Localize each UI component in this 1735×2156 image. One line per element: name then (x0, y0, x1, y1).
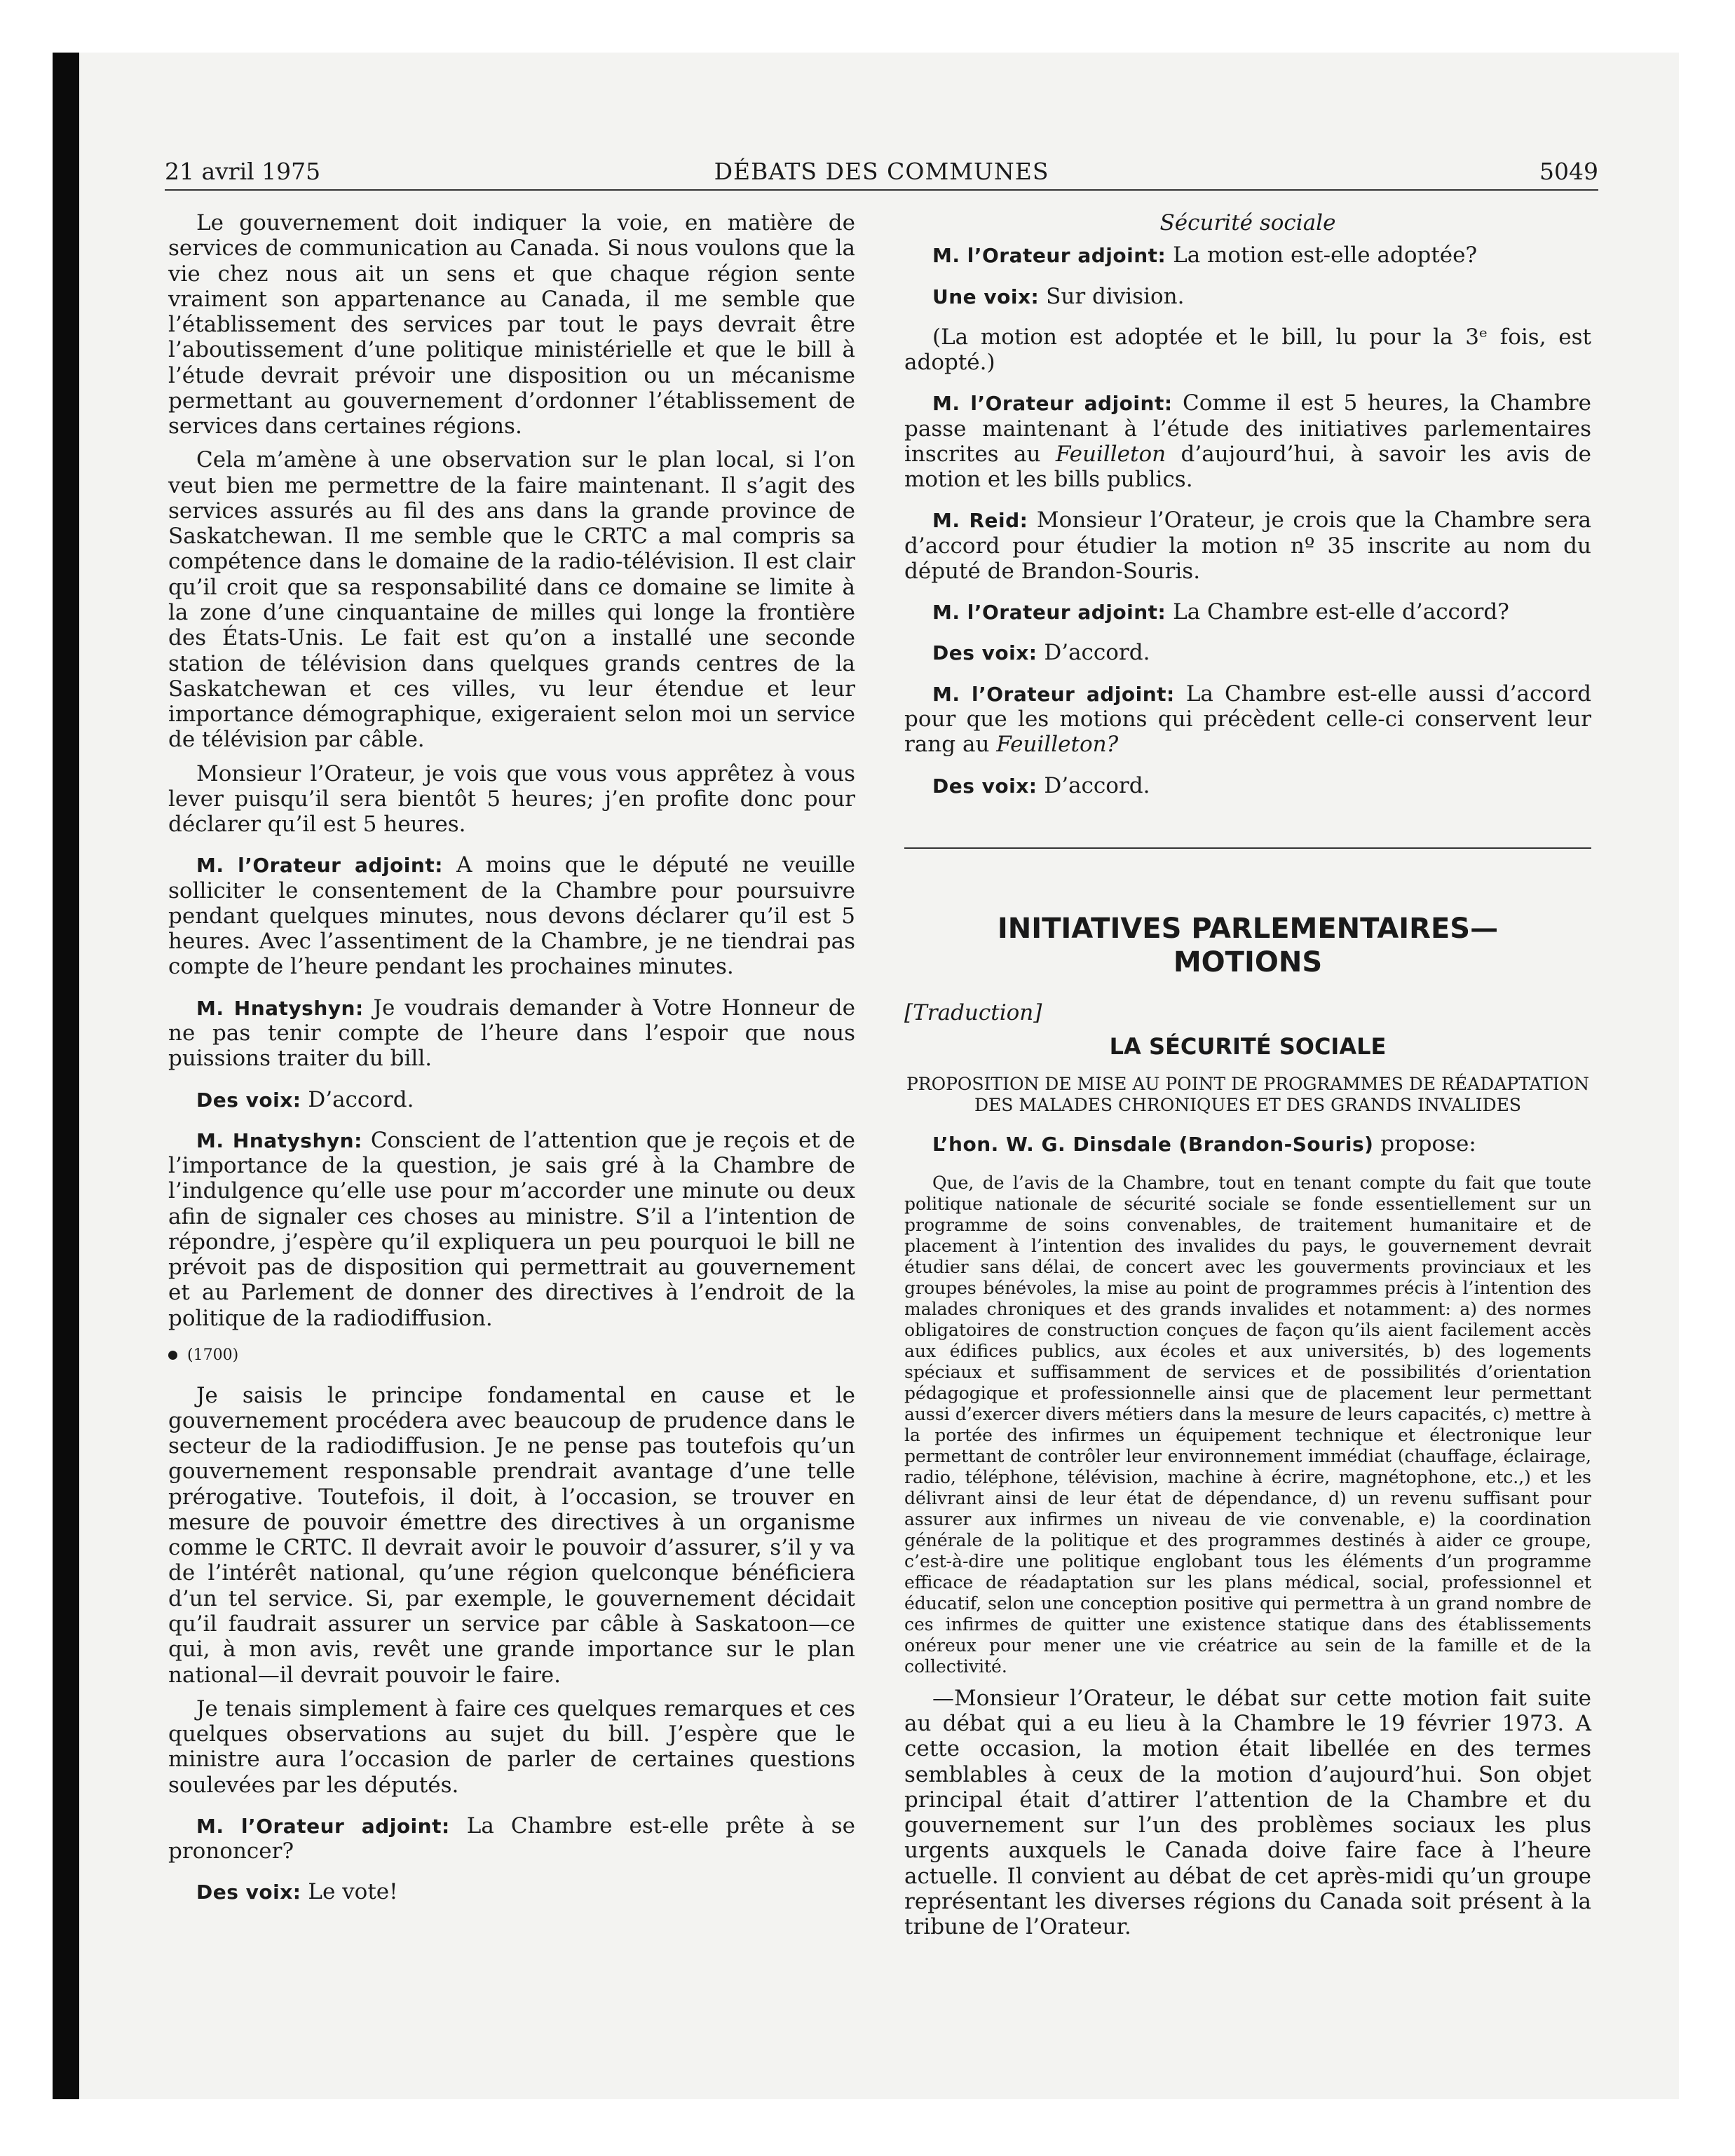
speaker-name: Des voix: (196, 1881, 301, 1904)
speech (168, 1128, 855, 1331)
speech (904, 390, 1591, 492)
speech (168, 1813, 855, 1864)
speech (168, 995, 855, 1072)
speech (904, 243, 1591, 268)
time-marker (168, 1346, 855, 1365)
paragraph: Le gouvernement doit indiquer la voie, en matière de services de communication au Canada. Si nous voulons que la vie chez nous ait un sens et que chaque région sente vraiment son appartenance au Canada, il me semble que l’établissement des services par tout le pays devrait être l’aboutissement d’une politique ministérielle et que le bill à l’étude devrait prévoir une disposition ou un mécanisme permettant au gouvernement d’ordonner l’établissement de services dans certaines régions. (168, 210, 855, 439)
speaker-name: Une voix: (932, 285, 1040, 308)
section-title-line: INITIATIVES PARLEMENTAIRES— (997, 912, 1499, 945)
speech-text: La Chambre est-elle prête à se prononcer? (168, 1813, 855, 1864)
speech-text: La Chambre est-elle aussi d’accord pour que les motions qui précèdent celle-ci conservent leur rang au (904, 681, 1591, 758)
speaker-name: M. l’Orateur adjoint: (932, 601, 1166, 625)
page-number: 5049 (1539, 158, 1598, 185)
speech (904, 681, 1591, 758)
section-divider (904, 847, 1591, 849)
speech-text: La Chambre est-elle d’accord? (1173, 599, 1509, 625)
speech (168, 1087, 855, 1112)
right-column (904, 210, 1591, 1948)
speech (904, 507, 1591, 584)
speaker-name: M. l’Orateur adjoint: (932, 392, 1173, 416)
speech-text: propose: (1380, 1131, 1476, 1157)
motion-text: Que, de l’avis de la Chambre, tout en tenant compte du fait que toute politique nationale de sécurité sociale se fonde essentiellement sur un programme de soins convenables, de traitement humanitaire et de placement à l’intention des invalides du pays, le gouvernement devrait étudier sans délai, de concert avec les gouverments provinciaux et les groupes bénévoles, la mise au point de programmes précis à l’intention des malades chroniques et des grands invalides et notamment: a) des normes obligatoires de construction conçues de façon qu’ils aient facilement accès aux édifices publics, aux écoles et aux universités, b) des logements spéciaux et suffisamment de services et de possibilités d’orientation pédagogique et professionnelle ainsi que de placement leur permettant aussi d’exercer divers métiers dans la mesure de leurs capacités, c) mettre à la portée des infirmes un équipement technique et électronique leur permettant de contrôler leur environnement immédiat (chauffage, éclairage, radio, téléphone, télévision, machine à écrire, magnétophone, etc.,) et les délivrant ainsi de leur état de dépendance, d) un revenu suffisant pour assurer aux infirmes un niveau de vie convenable, e) la coordination générale de la politique et des programmes destinés à aider ce groupe, c’est-à-dire une politique englobant tous les éléments d’un programme efficace de réadaptation sur les plans médical, social, professionnel et éducatif, selon une conception positive qui permettra à un grand nombre de ces infirmes de quitter une existence statique dans des établissements onéreux pour mener une vie créatrice au sein de la famille et de la collectivité. (904, 1172, 1591, 1677)
speech-text: D’accord. (308, 1086, 414, 1112)
italic-text: Feuilleton? (996, 732, 1119, 758)
speech (904, 640, 1591, 665)
speech (904, 284, 1591, 309)
speech-text: A moins que le député ne veuille solliciter le consentement de la Chambre pour poursuivre pendant quelques minutes, nous devons déclarer qu’il est 5 heures. Avec l’assentiment de la Chambre, je ne tiendrai pas compte de l’heure pendant les prochaines minutes. (168, 852, 855, 980)
speech-text: Comme il est 5 heures, la Chambre passe maintenant à l’étude des initiatives parlementaires inscrites au (904, 390, 1591, 467)
speaker-name: M. Hnatyshyn: (196, 1128, 362, 1152)
page-header (165, 158, 1598, 191)
speaker-name: Des voix: (196, 1088, 301, 1112)
header-date: 21 avril 1975 (165, 158, 321, 185)
speech (904, 773, 1591, 798)
left-column (168, 210, 855, 1920)
paragraph: Je tenais simplement à faire ces quelques remarques et ces quelques observations au sujet du bill. J’espère que le ministre aura l’occasion de parler de certaines questions soulevées par les députés. (168, 1696, 855, 1798)
speaker-name: M. Hnatyshyn: (196, 996, 364, 1020)
translation-note: [Traduction] (904, 999, 1042, 1025)
paragraph: Cela m’amène à une observation sur le plan local, si l’on veut bien me permettre de la faire maintenant. Il s’agit des services assurés au fil des ans dans la grande province de Saskatchewan. Il me semble que le CRTC a mal compris sa compétence dans le domaine de la radio-télévision. Il est clair qu’il croit que sa responsabilité dans ce domaine se limite à la zone d’une cinquantaine de milles qui longe la frontière des États-Unis. Le fait est qu’on a installé une seconde station de télévision dans quelques grands centres de la Saskatchewan et ces villes, vu leur étendue et leur importance démographique, exigeraient selon moi un service de télévision par câble. (168, 447, 855, 753)
speaker-name: M. l’Orateur adjoint: (932, 244, 1166, 268)
speaker-name: Des voix: (932, 774, 1037, 798)
speaker-name: L’hon. W. G. Dinsdale (Brandon-Souris) (932, 1133, 1374, 1157)
section-title-line: MOTIONS (1173, 946, 1323, 978)
paragraph: Je saisis le principe fondamental en cause et le gouvernement procédera avec beaucoup de prudence dans le secteur de la radiodiffusion. Je ne pense pas toutefois qu’un gouvernement responsable prendrait avantage d’une telle prérogative. Toutefois, il doit, à l’occasion, se trouver en mesure de pouvoir émettre des directives à un organisme comme le CRTC. Il devrait avoir le pouvoir d’assurer, s’il y va de l’intérêt national, qu’une région quelconque bénéficiera d’un tel service. Si, par exemple, le gouvernement décidait qu’il faudrait assurer un service par câble à Saskatoon—ce qui, à mon avis, revêt une grande importance sur le plan national—il devrait pouvoir le faire. (168, 1382, 855, 1688)
procedural-note: (La motion est adoptée et le bill, lu pour la 3ᵉ fois, est adopté.) (904, 324, 1591, 376)
header-title: DÉBATS DES COMMUNES (714, 158, 1049, 185)
italic-text: Feuilleton (1055, 441, 1166, 467)
bullet-icon (168, 1351, 177, 1360)
time-marker-label: (1700) (187, 1346, 239, 1364)
speaker-name: M. l’Orateur adjoint: (932, 682, 1175, 706)
speech-text: Sur division. (1046, 283, 1185, 309)
speaker-name: Des voix: (932, 641, 1037, 665)
motion-heading: PROPOSITION DE MISE AU POINT DE PROGRAMMES DE RÉADAPTATION DES MALADES CHRONIQUES ET DES GRANDS INVALIDES (906, 1074, 1590, 1116)
section-label: Sécurité sociale (1159, 210, 1336, 236)
speech (168, 1879, 855, 1904)
scan-edge-bar (53, 53, 79, 2099)
speech-text: Conscient de l’attention que je reçois et de l’importance de la question, je sais gré à la Chambre de l’indulgence qu’elle use pour m’accorder une minute ou deux afin de signaler ces choses au ministre. S’il a l’intention de répondre, j’espère qu’il expliquera un peu pourquoi le bill ne prévoit pas de disposition qui permettrait au gouvernement et au Parlement de donner des directives à l’endroit de la politique de la radiodiffusion. (168, 1127, 855, 1331)
speech-text: D’accord. (1044, 640, 1150, 666)
speech-text: Je voudrais demander à Votre Honneur de ne pas tenir compte de l’heure dans l’espoir que nous puissions traiter du bill. (168, 995, 855, 1072)
speech (904, 599, 1591, 625)
header-rule (165, 189, 1598, 191)
speech-text: Le vote! (308, 1879, 398, 1905)
subheading: LA SÉCURITÉ SOCIALE (1109, 1033, 1387, 1060)
section-title (904, 912, 1591, 979)
speech (168, 852, 855, 979)
speaker-name: M. l’Orateur adjoint: (196, 854, 443, 878)
speaker-name: M. l’Orateur adjoint: (196, 1814, 450, 1838)
speech (904, 1131, 1591, 1157)
speech-text: Monsieur l’Orateur, je crois que la Chambre sera d’accord pour étudier la motion nº 35 inscrite au nom du député de Brandon-Souris. (904, 507, 1592, 584)
speech-text: D’accord. (1044, 772, 1150, 798)
speaker-name: M. Reid: (932, 509, 1028, 533)
speech-text: La motion est-elle adoptée? (1173, 243, 1478, 268)
speech-text: d’aujourd’hui, à savoir les avis de motion et les bills publics. (904, 441, 1591, 493)
paragraph: Monsieur l’Orateur, je vois que vous vous apprêtez à vous lever puisqu’il sera bientôt 5 heures; j’en profite donc pour déclarer qu’il est 5 heures. (168, 760, 855, 838)
paragraph: —Monsieur l’Orateur, le débat sur cette motion fait suite au débat qui a eu lieu à la Chambre le 19 février 1973. A cette occasion, la motion était libellée en des termes semblables à ceux de la motion d’aujourd’hui. Son objet principal était d’attirer l’attention de la Chambre et du gouvernement sur l’un des problèmes sociaux les plus urgents auxquels le Canada doive faire face à l’heure actuelle. Il convient au débat de cet après-midi qu’un groupe représentant les diverses régions du Canada soit présent à la tribune de l’Orateur. (904, 1685, 1591, 1940)
